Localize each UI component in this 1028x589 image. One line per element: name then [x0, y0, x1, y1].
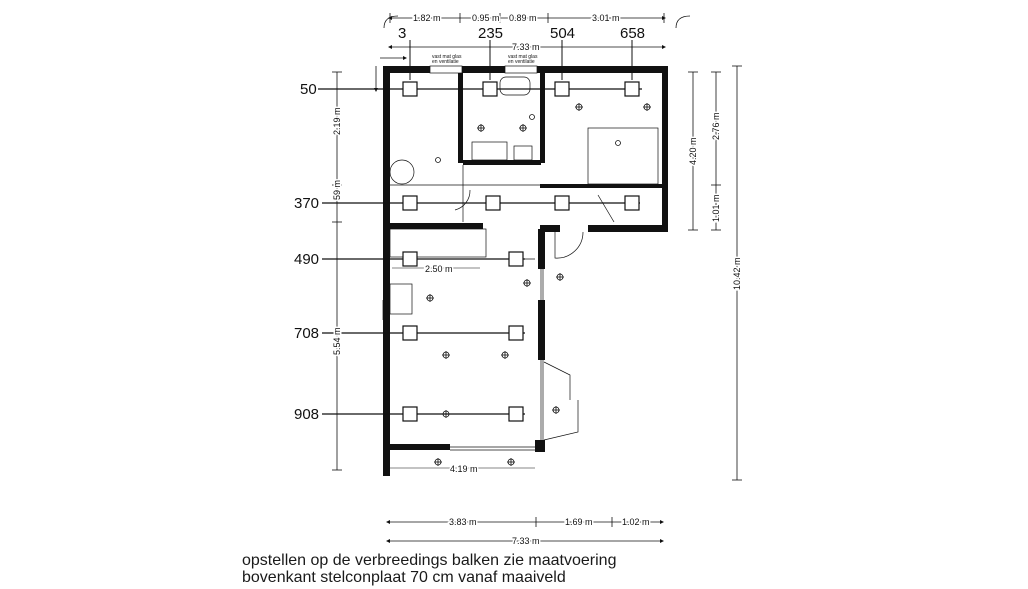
top-dim-4: 3.01 m	[592, 13, 620, 23]
windows	[383, 66, 665, 450]
row-label-5: 908	[294, 406, 320, 423]
row-label-3: 490	[294, 251, 320, 268]
column-label-2: 235	[478, 25, 504, 42]
top-dim-2: 0.95 m	[472, 13, 500, 23]
room-width-label: 2.50 m	[425, 264, 453, 274]
bottom-dim-2: 1.69 m	[565, 517, 593, 527]
right-dim-upper-outer: 2.76 m	[711, 112, 721, 140]
top-dim-total: 7.33 m	[512, 42, 540, 52]
note-line-2: bovenkant stelconplaat 70 cm vanaf maaiveld	[242, 569, 566, 586]
left-dim-middle: 59 m	[332, 179, 342, 200]
note-line-1: opstellen op de verbreedings balken zie maatvoering	[242, 552, 617, 569]
row-label-4: 708	[294, 325, 320, 342]
corner-mark-top-right	[676, 16, 690, 28]
bottom-width-label: 4.19 m	[450, 464, 478, 474]
column-label-4: 658	[620, 25, 646, 42]
left-dimension-chain	[332, 58, 405, 470]
right-dim-middle: 1.01 m	[711, 194, 721, 222]
top-dim-3: 0.89 m	[509, 13, 537, 23]
bottom-dim-3: 1.02 m	[622, 517, 650, 527]
left-dim-upper: 2.19 m	[332, 107, 342, 135]
right-dim-total: 10.42 m	[732, 257, 742, 290]
column-label-3: 504	[550, 25, 576, 42]
row-label-2: 370	[294, 195, 320, 212]
window-note-left: vast mat glas en ventilatie	[432, 54, 462, 65]
top-dim-1: 1.82 m	[413, 13, 441, 23]
window-note-right: vast mat glas en ventilatie	[508, 54, 538, 65]
bottom-dim-1: 3.83 m	[449, 517, 477, 527]
bottom-dim-total: 7.33 m	[512, 536, 540, 546]
foundation-blocks	[403, 82, 639, 421]
left-dim-lower: 5.54 m	[332, 327, 342, 355]
row-gridlines	[318, 89, 642, 414]
column-label-1: 3	[398, 25, 407, 42]
right-dim-upper: 4.20 m	[688, 137, 698, 165]
row-label-1: 50	[300, 81, 317, 98]
